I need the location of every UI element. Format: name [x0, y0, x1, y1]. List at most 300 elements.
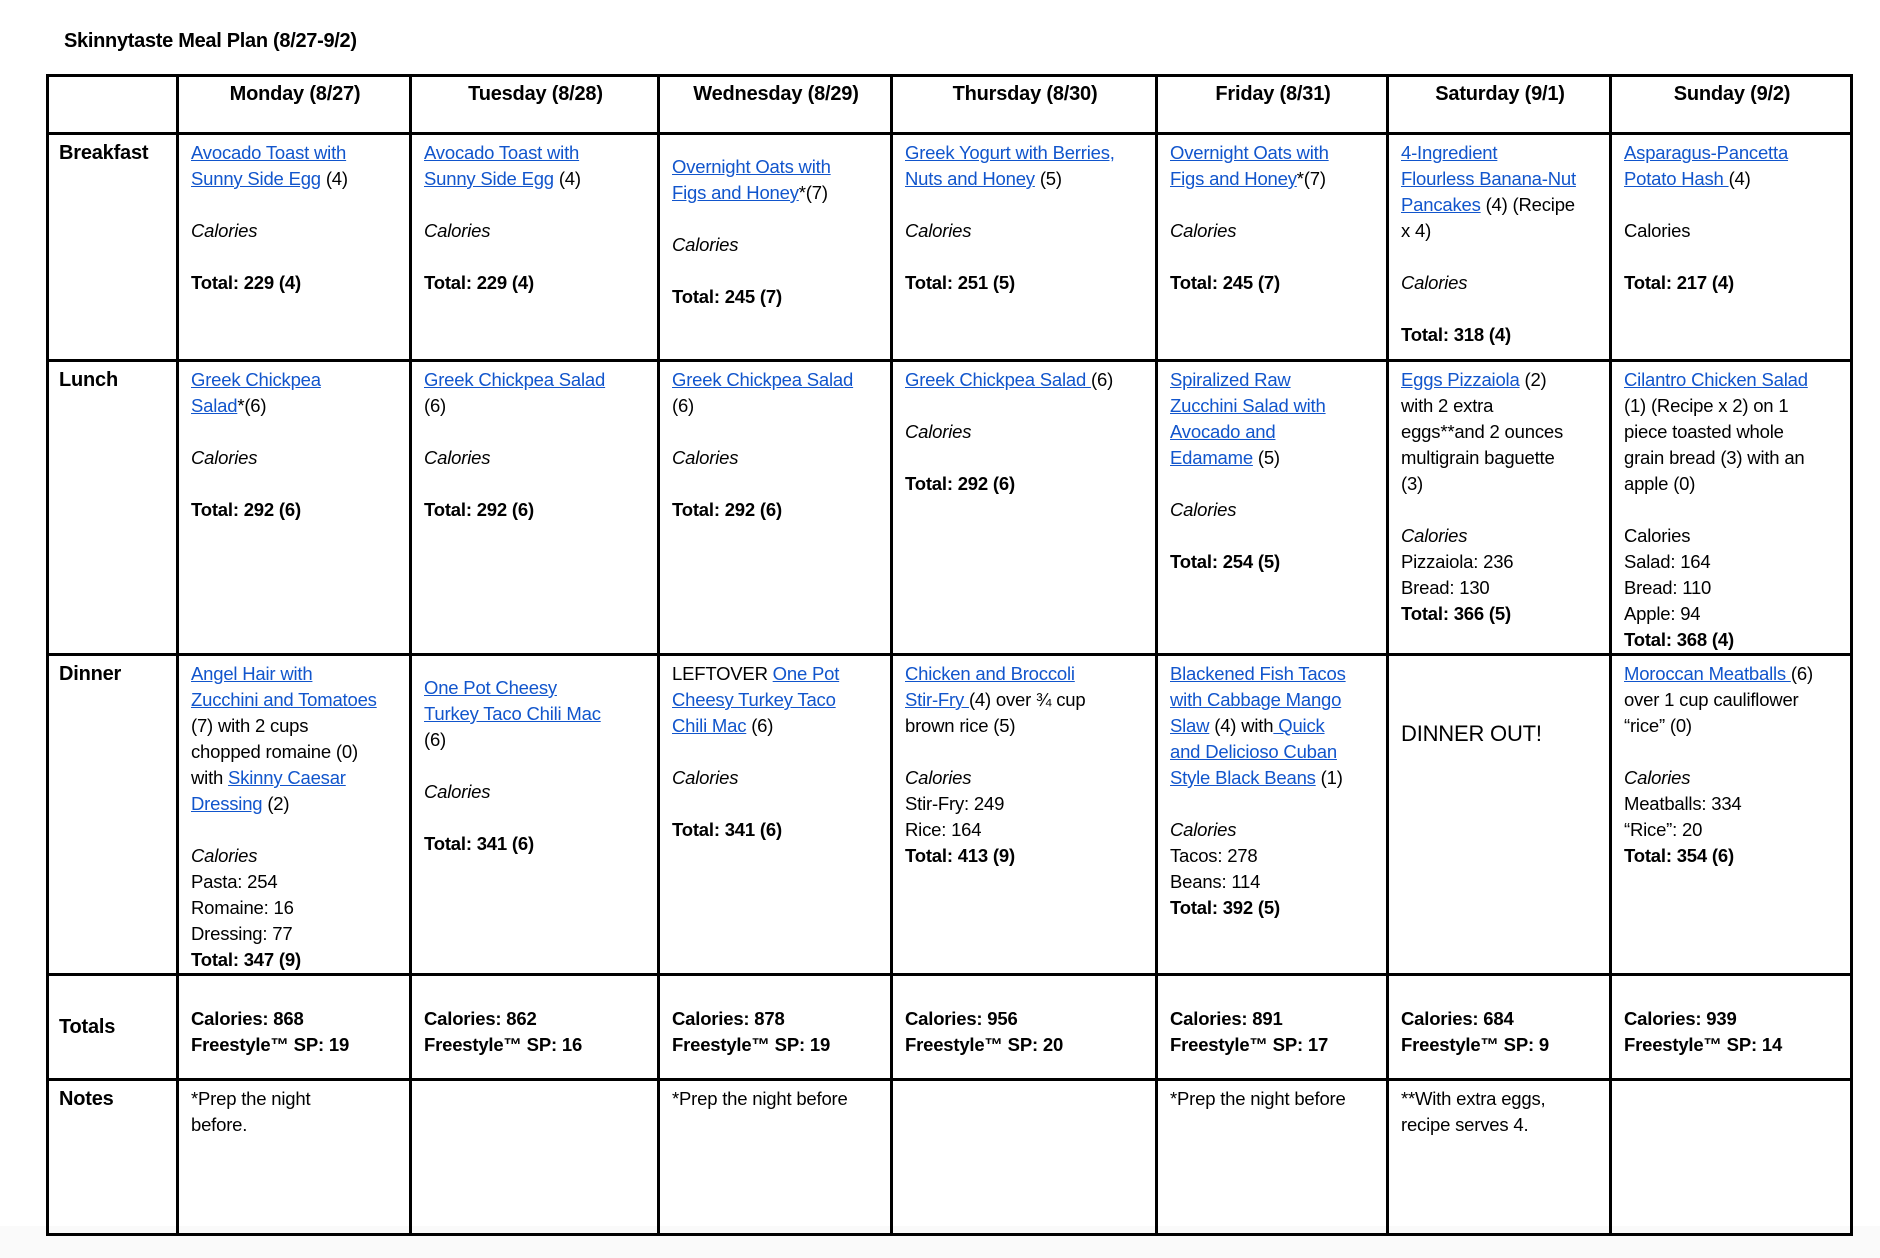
recipe-link[interactable]: Cilantro Chicken Salad: [1624, 369, 1808, 390]
calories-label: Calories: [191, 220, 258, 241]
meal-text: *(6): [237, 395, 267, 416]
daily-calories: Calories: 862: [424, 1008, 537, 1029]
page-title: Skinnytaste Meal Plan (8/27-9/2): [64, 30, 357, 52]
cell-line: [672, 817, 880, 843]
recipe-link[interactable]: Greek Chickpea Salad: [672, 369, 854, 390]
meal-total: Total: 341 (6): [672, 819, 782, 840]
meal-text: Bread: 130: [1401, 577, 1490, 598]
row-label-breakfast: Breakfast: [48, 134, 178, 361]
meal-total: Total: 318 (4): [1401, 324, 1511, 345]
meal-text: chopped romaine (0): [191, 741, 358, 762]
cell-line: [424, 753, 647, 779]
lunch-row: [48, 361, 1852, 655]
cell-line: [424, 805, 647, 831]
cell-line: [905, 270, 1145, 296]
meal-text: (4): [553, 168, 581, 189]
cell-line: [191, 895, 399, 921]
cell-line: [1624, 627, 1840, 653]
cell-line: [905, 713, 1145, 739]
row-label-dinner: Dinner: [48, 655, 178, 975]
cell-line: [672, 661, 880, 687]
meal-cell: [1611, 361, 1852, 655]
cell-line: [191, 947, 399, 973]
meal-cell: [1388, 361, 1611, 655]
cell-line: [191, 843, 399, 869]
meal-text: (6): [1091, 369, 1114, 390]
cell-line: [672, 154, 880, 180]
cell-line: [905, 471, 1145, 497]
row-label-notes: Notes: [48, 1080, 178, 1235]
calories-label: Calories: [905, 220, 972, 241]
cell-line: [1401, 322, 1599, 348]
meal-text: (6): [672, 395, 695, 416]
meal-text: (5): [1252, 447, 1280, 468]
totals-cell: [659, 975, 892, 1080]
cell-line: [1624, 166, 1840, 192]
recipe-link[interactable]: Skinny Caesar: [228, 767, 346, 788]
meal-text: *(7): [798, 182, 828, 203]
meal-cell: [892, 361, 1157, 655]
note-text: recipe serves 4.: [1401, 1114, 1529, 1135]
meal-cell: [659, 361, 892, 655]
cell-line: [672, 284, 880, 310]
meal-text: (6): [746, 715, 774, 736]
recipe-link[interactable]: Potato Hash: [1624, 168, 1729, 189]
calories-label: Calories: [1401, 525, 1468, 546]
meal-cell: [178, 134, 411, 361]
meal-text: (2): [1519, 369, 1547, 390]
meal-cell: [178, 655, 411, 975]
meal-total: Total: 251 (5): [905, 272, 1015, 293]
calories-label: Calories: [1401, 272, 1468, 293]
meal-text: with: [191, 767, 229, 788]
totals-cell: [1611, 975, 1852, 1080]
meal-text: (4) over ¾ cup: [968, 689, 1086, 710]
meal-total: Total: 217 (4): [1624, 272, 1734, 293]
recipe-link[interactable]: Figs and Honey: [672, 182, 799, 203]
cell-line: [191, 393, 399, 419]
cell-line: [1170, 393, 1376, 419]
cell-line: [1401, 471, 1599, 497]
meal-total: Total: 392 (5): [1170, 897, 1280, 918]
cell-line: [1401, 296, 1599, 322]
cell-line: [1170, 218, 1376, 244]
recipe-link[interactable]: Greek Yogurt with Berries,: [905, 142, 1115, 163]
totals-cell: [411, 975, 659, 1080]
cell-line: [1624, 713, 1840, 739]
cell-line: [672, 206, 880, 232]
cell-line: [1401, 523, 1599, 549]
recipe-link[interactable]: Eggs Pizzaiola: [1401, 369, 1520, 390]
meal-cell: [1388, 134, 1611, 361]
meal-text: (4): [320, 168, 348, 189]
cell-line: [424, 831, 647, 857]
daily-calories: Calories: 891: [1170, 1008, 1283, 1029]
note-text: **With extra eggs,: [1401, 1088, 1546, 1109]
daily-smartpoints: Freestyle™ SP: 19: [672, 1034, 831, 1055]
day-header-wednesday: Wednesday (8/29): [659, 76, 892, 134]
recipe-link[interactable]: Salad: [191, 395, 238, 416]
meal-total: Total: 366 (5): [1401, 603, 1511, 624]
cell-line: [424, 675, 647, 701]
cell-line: [905, 140, 1145, 166]
daily-calories: Calories: 684: [1401, 1008, 1514, 1029]
cell-line: [191, 270, 399, 296]
recipe-link[interactable]: Sunny Side Egg: [191, 168, 321, 189]
recipe-link[interactable]: Chili Mac: [672, 715, 747, 736]
cell-line: [424, 779, 647, 805]
cell-line: [1401, 218, 1599, 244]
cell-line: [1170, 549, 1376, 575]
cell-line: [905, 218, 1145, 244]
meal-text: “Rice”: 20: [1624, 819, 1703, 840]
meal-text: apple (0): [1624, 473, 1696, 494]
cell-line: [424, 727, 647, 753]
cell-line: [1401, 367, 1599, 393]
notes-cell: [411, 1080, 659, 1235]
meal-total: Total: 354 (6): [1624, 845, 1734, 866]
notes-cell: [1388, 1080, 1611, 1235]
cell-line: [191, 140, 399, 166]
meal-total: Total: 341 (6): [424, 833, 534, 854]
recipe-link[interactable]: Cheesy Turkey Taco: [672, 689, 836, 710]
cell-line: [1624, 739, 1840, 765]
note-text: *Prep the night before: [1170, 1088, 1346, 1109]
day-header-tuesday: Tuesday (8/28): [411, 76, 659, 134]
meal-text: x 4): [1401, 220, 1432, 241]
cell-line: [191, 471, 399, 497]
cell-line: [1624, 817, 1840, 843]
meal-text: (7) with 2 cups: [191, 715, 309, 736]
daily-calories: Calories: 868: [191, 1008, 304, 1029]
meal-text: *(7): [1296, 168, 1326, 189]
recipe-link[interactable]: Greek Chickpea: [191, 369, 321, 390]
cell-line: [191, 869, 399, 895]
meal-text: Beans: 114: [1170, 871, 1261, 892]
recipe-link[interactable]: Spiralized Raw: [1170, 369, 1291, 390]
cell-line: [1401, 497, 1599, 523]
cell-line: [1624, 601, 1840, 627]
cell-line: [905, 661, 1145, 687]
cell-line: [1624, 445, 1840, 471]
note-text: before.: [191, 1114, 248, 1135]
recipe-link[interactable]: Blackened Fish Tacos: [1170, 663, 1346, 684]
meal-text: over 1 cup cauliflower: [1624, 689, 1799, 710]
cell-line: [1401, 244, 1599, 270]
cell-line: [1624, 765, 1840, 791]
cell-line: [1170, 765, 1376, 791]
cell-line: [1624, 419, 1840, 445]
cell-line: [1170, 661, 1376, 687]
corner-cell: [48, 76, 178, 134]
cell-line: [1624, 549, 1840, 575]
notes-cell: [178, 1080, 411, 1235]
day-header-friday: Friday (8/31): [1157, 76, 1388, 134]
cell-line: [905, 687, 1145, 713]
cell-line: [672, 180, 880, 206]
cell-line: [424, 419, 647, 445]
meal-cell: [178, 361, 411, 655]
cell-line: [672, 419, 880, 445]
cell-line: [1624, 244, 1840, 270]
cell-line: [1401, 192, 1599, 218]
meal-text: Calories: [1624, 220, 1691, 241]
recipe-link[interactable]: Style Black Beans: [1170, 767, 1316, 788]
cell-line: [1170, 739, 1376, 765]
meal-total: Total: 254 (5): [1170, 551, 1280, 572]
meal-total: Total: 292 (6): [672, 499, 782, 520]
recipe-link[interactable]: Nuts and Honey: [905, 168, 1035, 189]
cell-line: [1624, 471, 1840, 497]
cell-line: [424, 218, 647, 244]
calories-label: Calories: [672, 767, 739, 788]
daily-smartpoints: Freestyle™ SP: 9: [1401, 1034, 1549, 1055]
cell-line: [1624, 140, 1840, 166]
cell-line: [1170, 869, 1376, 895]
recipe-link[interactable]: Avocado Toast with: [191, 142, 347, 163]
cell-line: [905, 166, 1145, 192]
meal-text: Stir-Fry: 249: [905, 793, 1005, 814]
cell-line: [1401, 575, 1599, 601]
recipe-link[interactable]: Zucchini Salad with: [1170, 395, 1326, 416]
cell-line: [672, 687, 880, 713]
meal-text: (1) (Recipe x 2) on 1: [1624, 395, 1789, 416]
cell-line: [424, 244, 647, 270]
day-header-saturday: Saturday (9/1): [1388, 76, 1611, 134]
meal-total: Total: 245 (7): [1170, 272, 1280, 293]
cell-line: [191, 661, 399, 687]
day-header-sunday: Sunday (9/2): [1611, 76, 1852, 134]
cell-line: [1170, 791, 1376, 817]
cell-line: [905, 393, 1145, 419]
meal-text: with 2 extra: [1401, 395, 1494, 416]
recipe-link[interactable]: Edamame: [1170, 447, 1253, 468]
calories-label: Calories: [905, 767, 972, 788]
daily-smartpoints: Freestyle™ SP: 20: [905, 1034, 1064, 1055]
row-label-lunch: Lunch: [48, 361, 178, 655]
meal-text: Pizzaiola: 236: [1401, 551, 1514, 572]
cell-line: [424, 701, 647, 727]
cell-line: [905, 817, 1145, 843]
cell-line: [1170, 817, 1376, 843]
day-header-monday: Monday (8/27): [178, 76, 411, 134]
recipe-link[interactable]: Pancakes: [1401, 194, 1481, 215]
recipe-link[interactable]: Dressing: [191, 793, 263, 814]
cell-line: [191, 921, 399, 947]
dinner-row: [48, 655, 1852, 975]
cell-line: [1170, 244, 1376, 270]
calories-label: Calories: [424, 220, 491, 241]
cell-line: [424, 445, 647, 471]
cell-line: [1401, 549, 1599, 575]
meal-text: Rice: 164: [905, 819, 982, 840]
cell-line: [905, 192, 1145, 218]
recipe-link[interactable]: Slaw: [1170, 715, 1210, 736]
cell-line: [672, 471, 880, 497]
recipe-link[interactable]: Turkey Taco Chili Mac: [424, 703, 601, 724]
cell-line: [1170, 445, 1376, 471]
cell-line: [1624, 270, 1840, 296]
cell-line: [1401, 445, 1599, 471]
cell-line: [672, 445, 880, 471]
recipe-link[interactable]: Greek Chickpea Salad: [424, 369, 606, 390]
cell-line: [672, 497, 880, 523]
meal-text: Dressing: 77: [191, 923, 293, 944]
cell-line: [424, 166, 647, 192]
cell-line: [424, 367, 647, 393]
totals-row: [48, 975, 1852, 1080]
meal-cell: [1157, 361, 1388, 655]
cell-line: [1170, 367, 1376, 393]
daily-smartpoints: Freestyle™ SP: 16: [424, 1034, 583, 1055]
recipe-link[interactable]: One Pot Cheesy: [424, 677, 557, 698]
calories-label: Calories: [1624, 767, 1691, 788]
recipe-link[interactable]: Asparagus-Pancetta: [1624, 142, 1789, 163]
cell-line: [191, 166, 399, 192]
cell-line: [191, 765, 399, 791]
cell-line: [1624, 687, 1840, 713]
meal-text: brown rice (5): [905, 715, 1016, 736]
recipe-link[interactable]: Chicken and Broccoli: [905, 663, 1075, 684]
recipe-link[interactable]: 4-Ingredient: [1401, 142, 1498, 163]
recipe-link[interactable]: Moroccan Meatballs: [1624, 663, 1791, 684]
cell-line: [1401, 393, 1599, 419]
notes-cell: [1157, 1080, 1388, 1235]
calories-label: Calories: [424, 781, 491, 802]
cell-line: [1170, 419, 1376, 445]
cell-line: [1624, 575, 1840, 601]
cell-line: [1624, 367, 1840, 393]
recipe-link[interactable]: Overnight Oats with: [1170, 142, 1329, 163]
recipe-link[interactable]: Overnight Oats with: [672, 156, 831, 177]
recipe-link[interactable]: with Cabbage Mango: [1170, 689, 1342, 710]
cell-line: [1170, 140, 1376, 166]
cell-line: [1170, 713, 1376, 739]
cell-line: [905, 791, 1145, 817]
note-text: *Prep the night: [191, 1088, 311, 1109]
header-row: [48, 76, 1852, 134]
meal-text: Apple: 94: [1624, 603, 1701, 624]
calories-label: Calories: [1170, 220, 1237, 241]
cell-line: [191, 497, 399, 523]
cell-line: [905, 739, 1145, 765]
recipe-link[interactable]: Flourless Banana-Nut: [1401, 168, 1576, 189]
cell-line: [191, 244, 399, 270]
recipe-link[interactable]: Greek Chickpea Salad: [905, 369, 1092, 390]
meal-total: Total: 229 (4): [424, 272, 534, 293]
calories-label: Calories: [1170, 819, 1237, 840]
recipe-link[interactable]: Avocado and: [1170, 421, 1276, 442]
cell-line: [191, 791, 399, 817]
cell-line: [1170, 687, 1376, 713]
calories-label: Calories: [191, 845, 258, 866]
cell-line: [424, 270, 647, 296]
cell-line: [424, 393, 647, 419]
meal-cell: [1611, 134, 1852, 361]
breakfast-row: [48, 134, 1852, 361]
cell-line: [1624, 192, 1840, 218]
totals-cell: [1157, 975, 1388, 1080]
meal-text: (6): [424, 729, 447, 750]
recipe-link[interactable]: and Delicioso Cuban: [1170, 741, 1337, 762]
cell-line: [424, 497, 647, 523]
row-label-totals: Totals: [48, 975, 178, 1080]
meal-text: Pasta: 254: [191, 871, 278, 892]
daily-smartpoints: Freestyle™ SP: 14: [1624, 1034, 1783, 1055]
notes-row: [48, 1080, 1852, 1235]
notes-cell: [1611, 1080, 1852, 1235]
recipe-link[interactable]: Zucchini and Tomatoes: [191, 689, 377, 710]
day-header-thursday: Thursday (8/30): [892, 76, 1157, 134]
cell-line: [905, 419, 1145, 445]
meal-cell: [1388, 655, 1611, 975]
cell-line: [672, 713, 880, 739]
cell-line: [191, 713, 399, 739]
meal-plan-table: [46, 74, 1853, 1236]
cell-line: [1170, 166, 1376, 192]
meal-total: Total: 292 (6): [424, 499, 534, 520]
meal-text: (4): [1728, 168, 1751, 189]
cell-line: [905, 367, 1145, 393]
recipe-link[interactable]: Angel Hair with: [191, 663, 313, 684]
meal-total: Total: 413 (9): [905, 845, 1015, 866]
recipe-link[interactable]: Stir-Fry: [905, 689, 969, 710]
cell-line: [191, 445, 399, 471]
cell-line: [1401, 601, 1599, 627]
meal-text: Bread: 110: [1624, 577, 1712, 598]
cell-line: [1170, 471, 1376, 497]
cell-line: [1401, 140, 1599, 166]
recipe-link[interactable]: Sunny Side Egg: [424, 168, 554, 189]
meal-text: Salad: 164: [1624, 551, 1711, 572]
meal-text: (2): [262, 793, 290, 814]
meal-cell: [1157, 655, 1388, 975]
meal-text: (1): [1315, 767, 1343, 788]
calories-label: Calories: [672, 234, 739, 255]
meal-text: piece toasted whole: [1624, 421, 1784, 442]
recipe-link[interactable]: Figs and Honey: [1170, 168, 1297, 189]
recipe-link[interactable]: Avocado Toast with: [424, 142, 580, 163]
recipe-link[interactable]: Quick: [1273, 715, 1325, 736]
cell-line: [424, 192, 647, 218]
meal-total: Total: 292 (6): [905, 473, 1015, 494]
cell-line: [191, 192, 399, 218]
cell-line: [1170, 192, 1376, 218]
calories-label: Calories: [424, 447, 491, 468]
meal-text: (5): [1034, 168, 1062, 189]
cell-line: [672, 765, 880, 791]
cell-line: [905, 843, 1145, 869]
cell-line: [672, 739, 880, 765]
meal-text: Romaine: 16: [191, 897, 294, 918]
meal-text: Calories: [1624, 525, 1691, 546]
cell-line: [905, 445, 1145, 471]
meal-cell: [411, 134, 659, 361]
daily-smartpoints: Freestyle™ SP: 17: [1170, 1034, 1329, 1055]
meal-text: (6): [1790, 663, 1813, 684]
cell-line: [1624, 393, 1840, 419]
cell-line: [1624, 661, 1840, 687]
meal-text: “rice” (0): [1624, 715, 1692, 736]
cell-line: [1401, 270, 1599, 296]
meal-cell: [411, 361, 659, 655]
meal-text: Tacos: 278: [1170, 845, 1258, 866]
recipe-link[interactable]: One Pot: [772, 663, 840, 684]
totals-cell: [1388, 975, 1611, 1080]
meal-total: Total: 229 (4): [191, 272, 301, 293]
daily-smartpoints: Freestyle™ SP: 19: [191, 1034, 350, 1055]
meal-text: (4) (Recipe: [1480, 194, 1575, 215]
